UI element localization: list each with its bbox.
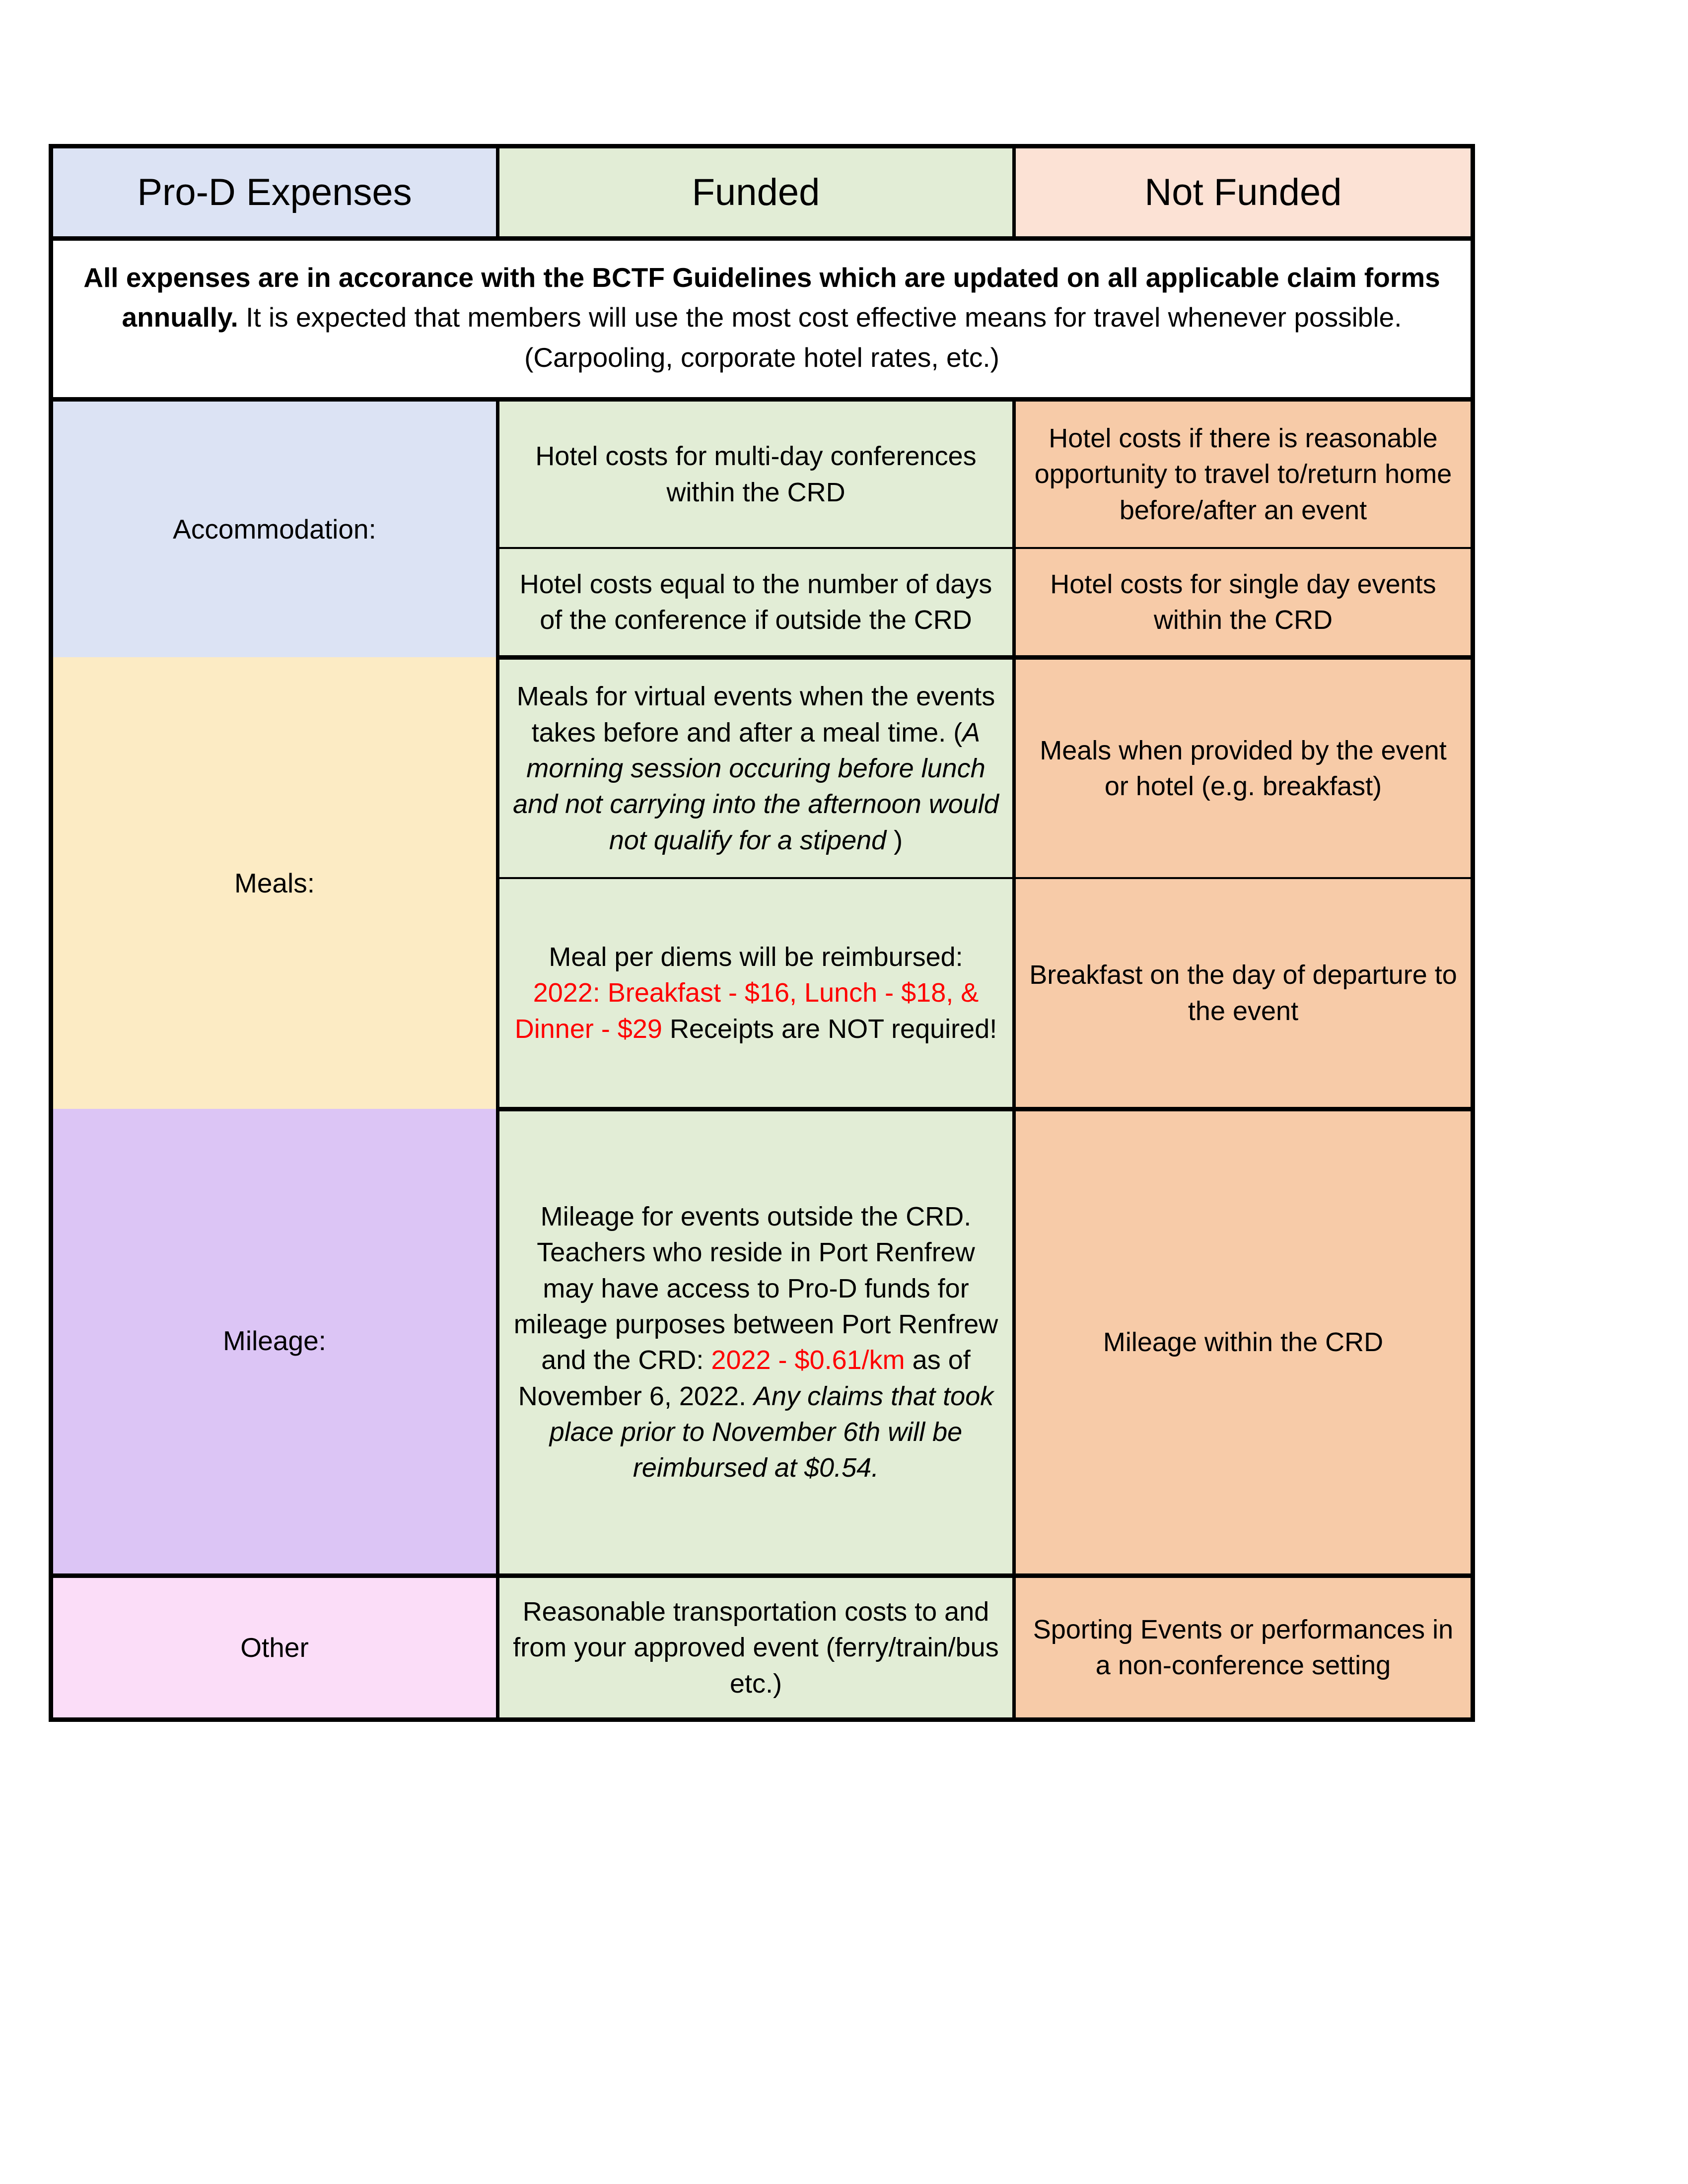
funded-cell: Hotel costs for multi-day conferences within the CRD — [498, 399, 1014, 548]
not-funded-cell: Hotel costs for single day events within the CRD — [1014, 548, 1473, 657]
header-not-funded: Not Funded — [1014, 146, 1473, 239]
not-funded-cell: Breakfast on the day of departure to the event — [1014, 878, 1473, 1109]
not-funded-cell: Mileage within the CRD — [1014, 1109, 1473, 1575]
funded-text-italic: Any claims that took place prior to November 6th will be reimbursed at $0.54. — [549, 1381, 994, 1483]
table-row — [51, 657, 1473, 878]
table-row — [51, 399, 1473, 548]
pro-d-expenses-table — [49, 144, 1475, 1722]
table-header-row — [51, 146, 1473, 239]
funded-cell: Reasonable transportation costs to and from your approved event (ferry/train/bus etc.) — [498, 1575, 1014, 1719]
header-funded: Funded — [498, 146, 1014, 239]
header-category: Pro-D Expenses — [51, 146, 498, 239]
not-funded-cell: Sporting Events or performances in a non-conference setting — [1014, 1575, 1473, 1719]
intro-bold-text: All expenses are in accorance with the BCTF Guidelines which are updated on all applicable claim forms annually. — [83, 262, 1440, 333]
per-diem-rates-highlight: 2022: Breakfast - $16, Lunch - $18, & Dinner - $29 — [514, 978, 979, 1044]
funded-cell — [498, 878, 1014, 1109]
mileage-rate-highlight: 2022 - $0.61/km — [711, 1345, 905, 1375]
funded-text-plain: Mileage for events outside the CRD. Teachers who reside in Port Renfrew may have access to Pro-D funds for mileage purposes between Port Renfrew and the CRD: — [513, 1201, 998, 1375]
table-row — [51, 1109, 1473, 1575]
funded-cell — [498, 657, 1014, 878]
not-funded-cell: Meals when provided by the event or hotel (e.g. breakfast) — [1014, 657, 1473, 878]
funded-text-plain-2: Receipts are NOT required! — [662, 1014, 997, 1044]
pro-d-expenses-table-wrapper — [49, 144, 1471, 1722]
funded-text-italic: A morning session occuring before lunch and not carrying into the afternoon would not qualify for a stipend — [513, 717, 999, 855]
funded-text-plain-2: ) — [886, 825, 903, 855]
category-label-meals: Meals: — [51, 657, 498, 1109]
funded-cell — [498, 1109, 1014, 1575]
funded-text-plain: Meals for virtual events when the events takes before and after a meal time. ( — [516, 682, 995, 748]
category-label-mileage: Mileage: — [51, 1109, 498, 1575]
table-row — [51, 1575, 1473, 1719]
category-label-other: Other — [51, 1575, 498, 1719]
intro-row — [51, 239, 1473, 400]
funded-text-plain-2: as of November 6, 2022. — [518, 1345, 971, 1411]
category-label-accommodation: Accommodation: — [51, 399, 498, 657]
not-funded-cell: Hotel costs if there is reasonable opportunity to travel to/return home before/after an event — [1014, 399, 1473, 548]
funded-text-plain: Meal per diems will be reimbursed: — [549, 942, 963, 972]
intro-paragraph — [51, 239, 1473, 400]
intro-rest-text: It is expected that members will use the most cost effective means for travel whenever possible. (Carpooling, corporate hotel rates, etc.) — [238, 302, 1402, 373]
funded-cell: Hotel costs equal to the number of days of the conference if outside the CRD — [498, 548, 1014, 657]
